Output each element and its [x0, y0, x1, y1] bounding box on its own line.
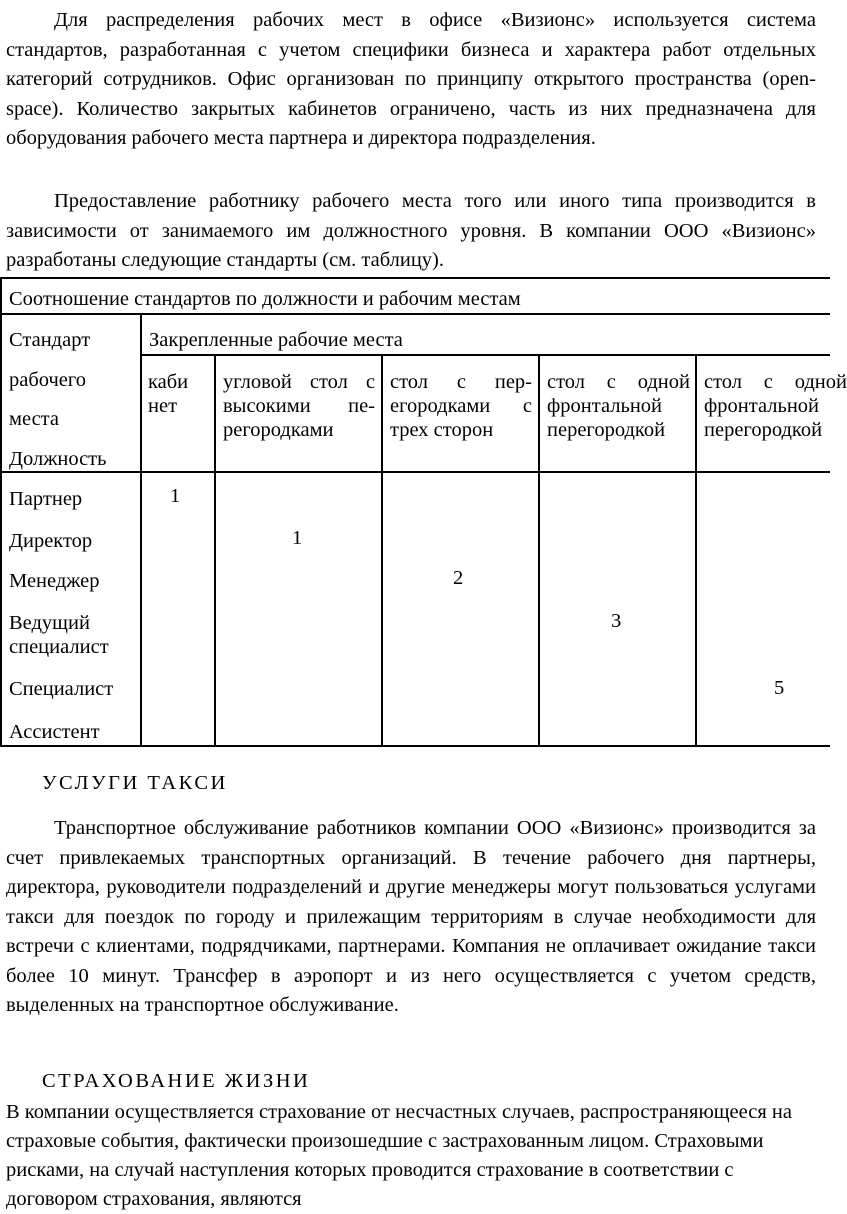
standards-paragraph: Предоставление работнику рабочего места того или иного типа производится в зависимости от занимаемого им должностного уровня. В компании ООО «Визионс» разработаны следующие стандарты (см. таблицу). — [6, 190, 816, 271]
row-position-manager: Менеджер — [9, 570, 100, 592]
corner-standard-label: Стандарт — [9, 329, 91, 351]
corner-position-label: Должность — [9, 448, 107, 470]
table-caption: Соотношение стандартов по должности и рабочим местам — [9, 288, 521, 310]
insurance-paragraph: В компании осуществляется страхование от несчастных случаев, распространяющееся на страховые события, фактически произошедшие с застрахованным лицом. Страховыми рисками, на случай наступления которых проводится страхование в соответствии с договором страхования, являются — [6, 1101, 792, 1210]
group-header: Закрепленные рабочие места — [149, 329, 403, 351]
row-position-assistant: Ассистент — [9, 721, 100, 743]
column-header-corner-desk: угловой стол с высокими пе-регородками — [223, 371, 375, 441]
row-value-lead-specialist: 3 — [611, 610, 622, 632]
corner-workplace-label: рабочего — [9, 369, 87, 391]
insurance-heading: СТРАХОВАНИЕ ЖИЗНИ — [42, 1070, 311, 1092]
intro-paragraph: Для распределения рабочих мест в офисе «Визионс» используется система стандартов, разработанная с учетом специфики бизнеса и характера работ отдельных категорий сотрудников. Офис организован по принципу открытого пространства (open-space). Количество закрытых кабинетов ограничено, часть из них предназначена для оборудования рабочего места партнера и директора подразделения. — [6, 9, 816, 149]
column-header-front-partition-desk-2: стол с одной фронтальной перегородкой — [704, 371, 847, 441]
row-value-manager: 2 — [453, 567, 464, 589]
standards-table — [0, 277, 847, 746]
row-value-director: 1 — [292, 527, 303, 549]
row-position-partner: Партнер — [9, 488, 83, 510]
row-position-lead-specialist: Ведущий специалист — [9, 612, 109, 658]
column-header-three-side-desk: стол с пер-егородками с трех сторон — [390, 371, 532, 441]
row-position-director: Директор — [9, 530, 93, 552]
taxi-heading: УСЛУГИ ТАКСИ — [42, 772, 228, 794]
taxi-paragraph: Транспортное обслуживание работников компании ООО «Визионс» производится за счет привлекаемых транспортных организаций. В течение рабочего дня партнеры, директора, руководители подразделений и другие менеджеры могут пользоваться услугами такси для поездок по городу и прилежащим территориям в случае необходимости для встречи с клиентами, подрядчиками, партнерами. Компания не оплачивает ожидание такси более 10 минут. Трансфер в аэропорт и из него осуществляется с учетом средств, выделенных на транспортное обслуживание. — [6, 817, 816, 1016]
column-header-cabinet: каби нет — [148, 371, 189, 417]
corner-workplace-label-2: места — [9, 408, 59, 430]
column-header-front-partition-desk: стол с одной фронтальной перегородкой — [547, 371, 690, 441]
row-value-partner: 1 — [170, 485, 181, 507]
row-value-specialist: 5 — [774, 677, 785, 699]
row-position-specialist: Специалист — [9, 678, 114, 700]
